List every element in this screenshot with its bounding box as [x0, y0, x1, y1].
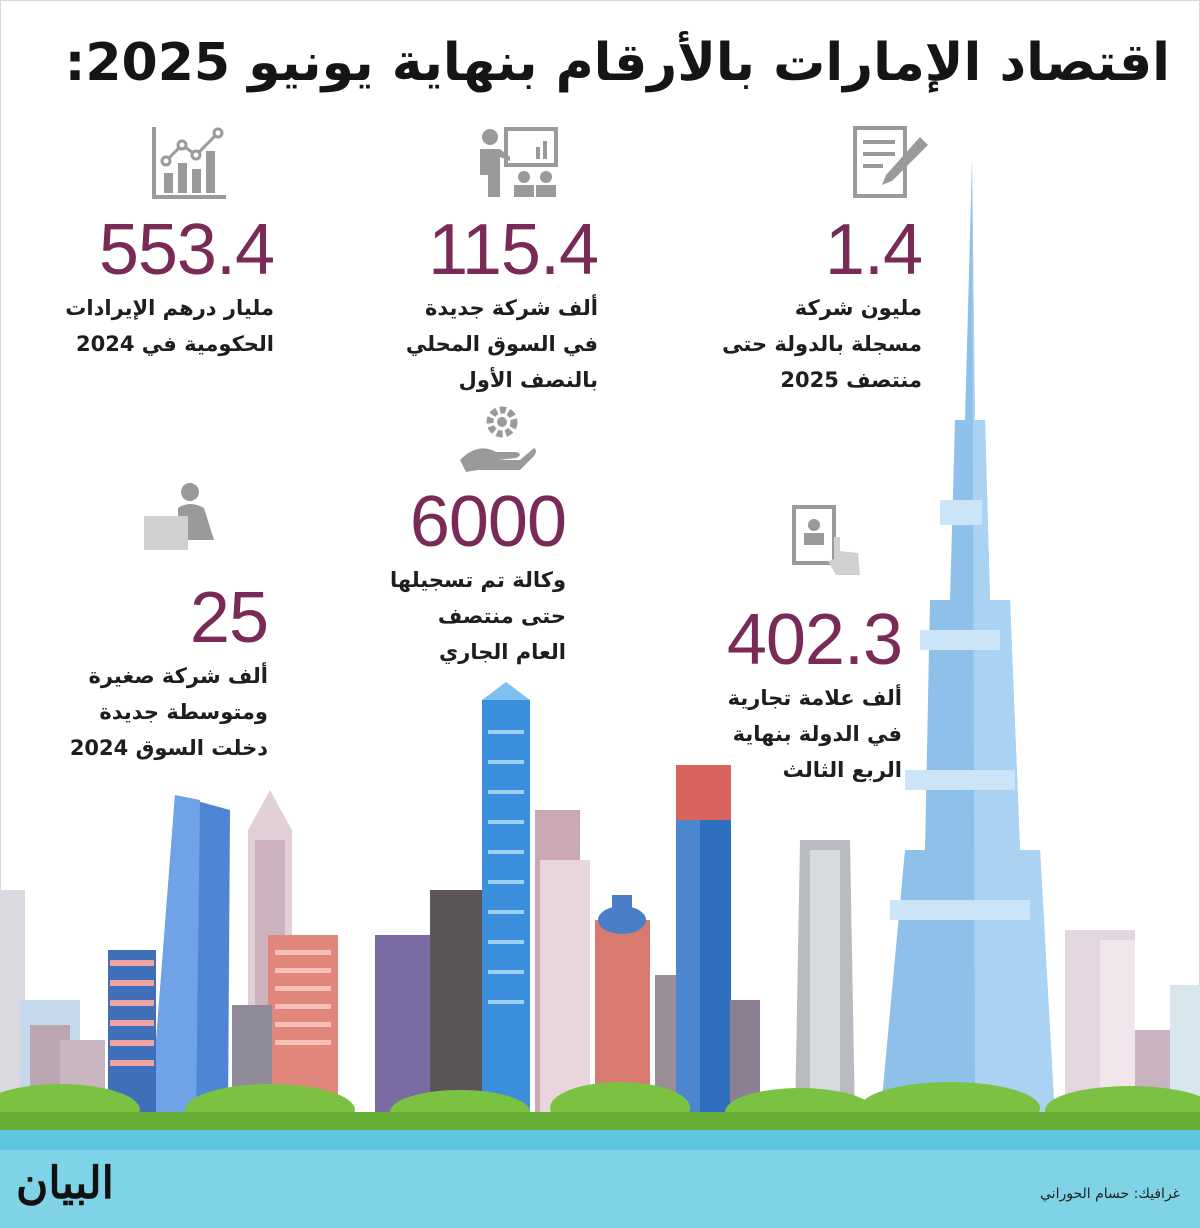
albayan-logo: البيان	[16, 1158, 114, 1209]
stat-value: 25	[189, 578, 268, 658]
stat-description: وكالة تم تسجيلها حتى منتصف العام الجاري	[389, 568, 566, 664]
stat-value: 402.3	[726, 600, 902, 680]
stat-government-revenue	[50, 210, 274, 362]
infographic-title: اقتصاد الإمارات بالأرقام بنهاية يونيو 2025:	[64, 33, 1170, 93]
stat-companies-registered	[700, 210, 922, 398]
person-laptop-icon	[142, 480, 222, 552]
stat-description: ألف شركة جديدة في السوق المحلي بالنصف الأول	[405, 296, 598, 392]
bar-chart-growth-icon	[150, 125, 230, 200]
stat-description: مليار درهم الإيرادات الحكومية في 2024	[65, 296, 274, 356]
presenter-board-icon	[476, 125, 561, 200]
stat-value: 115.4	[428, 210, 598, 290]
hand-gear-icon	[458, 402, 538, 474]
stat-value: 1.4	[824, 210, 922, 290]
stat-description: ألف علامة تجارية في الدولة بنهاية الربع الثالث	[727, 686, 902, 782]
stat-sme-companies	[60, 578, 268, 766]
stat-description: ألف شركة صغيرة ومتوسطة جديدة دخلت السوق 2024	[69, 664, 268, 760]
stat-value: 553.4	[98, 210, 274, 290]
graphic-credit: غرافيك: حسام الحوراني	[1040, 1186, 1180, 1202]
stat-description: مليون شركة مسجلة بالدولة حتى منتصف 2025	[722, 296, 922, 392]
stat-agencies	[370, 482, 566, 670]
stat-new-companies	[380, 210, 598, 398]
id-card-touch-icon	[790, 503, 865, 578]
document-pen-icon	[850, 125, 930, 200]
stat-value: 6000	[409, 482, 566, 562]
stat-trademarks	[700, 600, 902, 788]
